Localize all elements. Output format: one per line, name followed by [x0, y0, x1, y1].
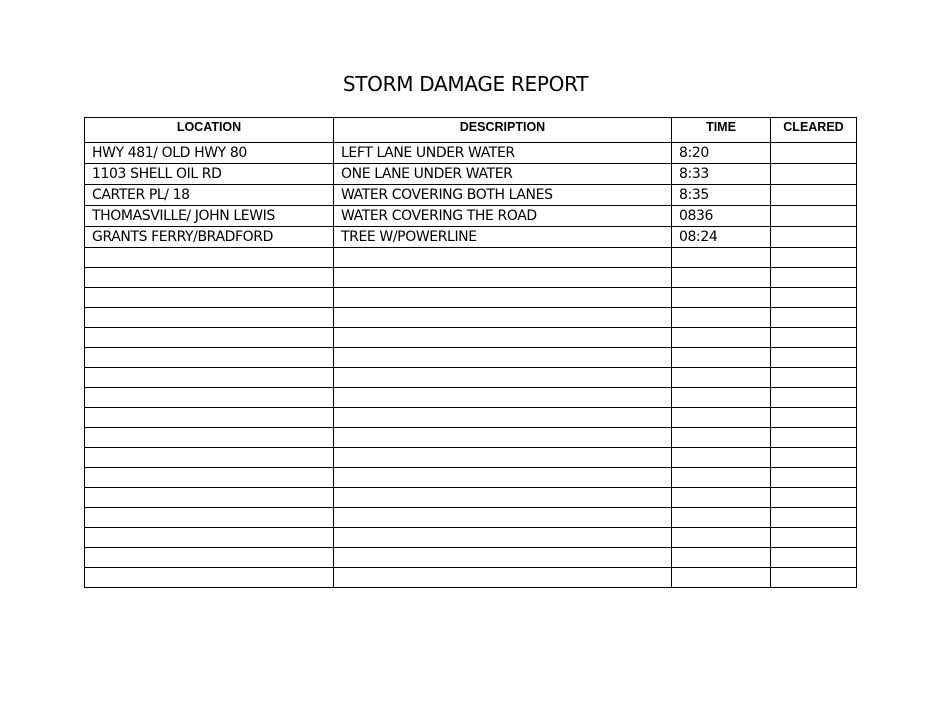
empty-cell	[771, 288, 857, 308]
empty-cell	[672, 248, 771, 268]
empty-cell	[672, 388, 771, 408]
empty-cell	[85, 428, 334, 448]
table-row	[85, 143, 857, 164]
empty-cell	[771, 388, 857, 408]
empty-cell	[334, 268, 672, 288]
empty-cell	[771, 508, 857, 528]
description-cell: WATER COVERING THE ROAD	[334, 206, 672, 227]
location-cell: GRANTS FERRY/BRADFORD	[85, 227, 334, 248]
empty-cell	[85, 568, 334, 588]
empty-table-row	[85, 428, 857, 448]
empty-table-row	[85, 248, 857, 268]
empty-table-row	[85, 528, 857, 548]
empty-cell	[672, 488, 771, 508]
empty-cell	[85, 388, 334, 408]
empty-table-row	[85, 508, 857, 528]
empty-cell	[85, 408, 334, 428]
empty-cell	[672, 308, 771, 328]
empty-cell	[672, 288, 771, 308]
empty-cell	[334, 568, 672, 588]
empty-cell	[85, 508, 334, 528]
empty-cell	[672, 328, 771, 348]
time-cell: 8:35	[672, 185, 771, 206]
empty-cell	[334, 248, 672, 268]
location-cell: HWY 481/ OLD HWY 80	[85, 143, 334, 164]
empty-cell	[85, 548, 334, 568]
empty-cell	[85, 288, 334, 308]
table-row	[85, 227, 857, 248]
empty-cell	[85, 488, 334, 508]
empty-table-row	[85, 488, 857, 508]
empty-cell	[85, 308, 334, 328]
column-header-description: DESCRIPTION	[334, 118, 672, 143]
empty-table-row	[85, 568, 857, 588]
empty-cell	[85, 268, 334, 288]
empty-cell	[85, 468, 334, 488]
empty-table-row	[85, 468, 857, 488]
empty-table-row	[85, 288, 857, 308]
description-cell: ONE LANE UNDER WATER	[334, 164, 672, 185]
empty-cell	[334, 288, 672, 308]
empty-table-row	[85, 368, 857, 388]
empty-cell	[672, 408, 771, 428]
empty-cell	[771, 488, 857, 508]
empty-cell	[672, 368, 771, 388]
empty-cell	[771, 468, 857, 488]
empty-cell	[771, 328, 857, 348]
storm-damage-table	[84, 117, 857, 588]
empty-cell	[85, 448, 334, 468]
empty-cell	[771, 308, 857, 328]
location-cell: THOMASVILLE/ JOHN LEWIS	[85, 206, 334, 227]
column-header-time: TIME	[672, 118, 771, 143]
empty-cell	[771, 348, 857, 368]
empty-table-row	[85, 348, 857, 368]
empty-cell	[771, 408, 857, 428]
table-header-row	[85, 118, 857, 143]
empty-table-row	[85, 328, 857, 348]
empty-cell	[672, 508, 771, 528]
table-row	[85, 185, 857, 206]
empty-table-row	[85, 548, 857, 568]
empty-cell	[85, 348, 334, 368]
empty-cell	[334, 388, 672, 408]
empty-cell	[334, 408, 672, 428]
empty-cell	[672, 568, 771, 588]
location-cell: CARTER PL/ 18	[85, 185, 334, 206]
table-row	[85, 206, 857, 227]
cleared-cell	[771, 143, 857, 164]
empty-cell	[672, 428, 771, 448]
empty-table-row	[85, 448, 857, 468]
table-row	[85, 164, 857, 185]
empty-cell	[672, 448, 771, 468]
empty-cell	[771, 368, 857, 388]
page-title: STORM DAMAGE REPORT	[342, 72, 589, 96]
empty-cell	[771, 568, 857, 588]
cleared-cell	[771, 227, 857, 248]
empty-cell	[85, 368, 334, 388]
empty-cell	[334, 468, 672, 488]
empty-cell	[334, 508, 672, 528]
empty-cell	[771, 528, 857, 548]
empty-table-row	[85, 408, 857, 428]
cleared-cell	[771, 164, 857, 185]
empty-cell	[334, 548, 672, 568]
empty-table-row	[85, 268, 857, 288]
time-cell: 8:20	[672, 143, 771, 164]
cleared-cell	[771, 185, 857, 206]
empty-cell	[672, 268, 771, 288]
time-cell: 08:24	[672, 227, 771, 248]
empty-table-row	[85, 388, 857, 408]
empty-cell	[334, 448, 672, 468]
time-cell: 8:33	[672, 164, 771, 185]
cleared-cell	[771, 206, 857, 227]
empty-cell	[672, 528, 771, 548]
location-cell: 1103 SHELL OIL RD	[85, 164, 334, 185]
empty-cell	[334, 528, 672, 548]
empty-cell	[334, 368, 672, 388]
empty-cell	[85, 248, 334, 268]
empty-cell	[771, 268, 857, 288]
empty-cell	[672, 348, 771, 368]
empty-cell	[85, 328, 334, 348]
column-header-location: LOCATION	[85, 118, 334, 143]
description-cell: LEFT LANE UNDER WATER	[334, 143, 672, 164]
empty-cell	[334, 488, 672, 508]
empty-cell	[771, 448, 857, 468]
empty-cell	[771, 548, 857, 568]
column-header-cleared: CLEARED	[771, 118, 857, 143]
empty-cell	[334, 308, 672, 328]
time-cell: 0836	[672, 206, 771, 227]
empty-cell	[672, 548, 771, 568]
empty-cell	[672, 468, 771, 488]
description-cell: TREE W/POWERLINE	[334, 227, 672, 248]
empty-cell	[334, 428, 672, 448]
description-cell: WATER COVERING BOTH LANES	[334, 185, 672, 206]
empty-cell	[771, 428, 857, 448]
empty-cell	[771, 248, 857, 268]
empty-cell	[334, 328, 672, 348]
empty-cell	[85, 528, 334, 548]
empty-cell	[334, 348, 672, 368]
empty-table-row	[85, 308, 857, 328]
